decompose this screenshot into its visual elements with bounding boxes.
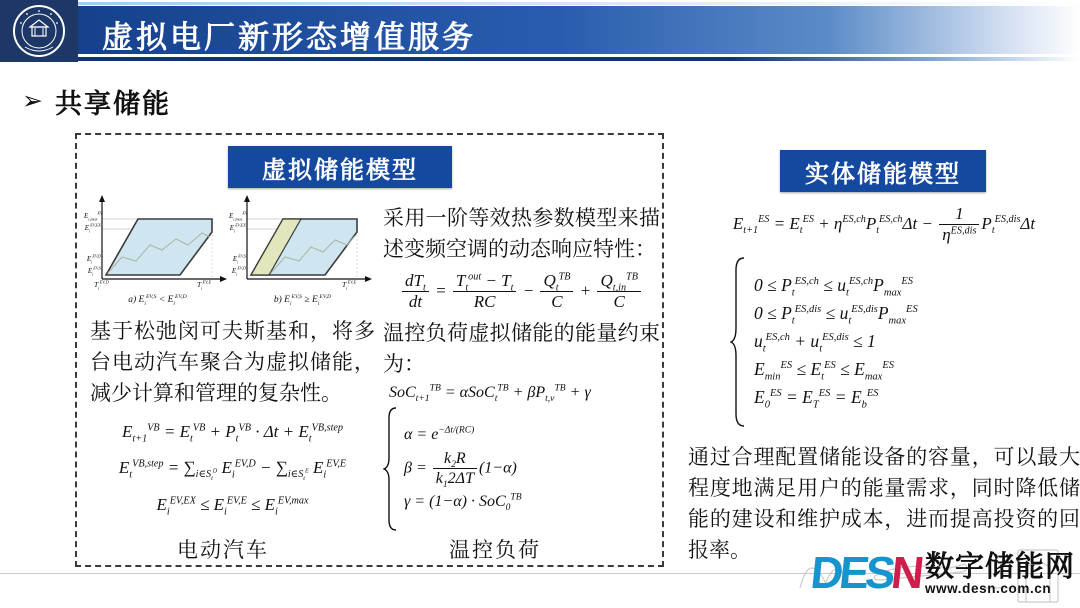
ev-flexibility-chart-a	[84, 194, 231, 316]
tcl-label: 温控负荷	[449, 539, 541, 562]
desn-letter-d: D	[808, 547, 843, 598]
tcl-case-beta: β = $\frac{k_2R}{k_12\Delta T}$ (1−α)	[404, 450, 517, 491]
ev-formula-1: $E_{t+1}^{VB} = E_t^{VB} + P_t^{VB} \cdot \Delta t + E_t^{VB,step}$	[121, 422, 344, 445]
es-constraints-group	[730, 256, 1080, 428]
section-heading	[22, 82, 171, 121]
left-brace-icon	[383, 406, 398, 532]
chart-b-ylabel-ex: $E_i^{EV,EX}$	[229, 222, 246, 234]
desn-letter-s: S	[862, 547, 895, 598]
desn-letter-n: N	[888, 547, 923, 598]
chart-a-ylabel-max: $E_{i,max}^{EV}$	[84, 210, 103, 222]
chart-a-xlabel-right: $T_i^{EV,E}$	[197, 279, 212, 291]
es-constraint-1: $0 \le P_t^{ES,ch} \le u_t^{ES,ch}P_{max}^{ES}$	[754, 275, 914, 299]
header-top-line	[78, 2, 1080, 5]
tcl-cases-group	[383, 406, 660, 532]
header-underline	[78, 57, 1080, 61]
physical-model-column	[688, 148, 1080, 566]
es-constraint-2: $0 \le P_t^{ES,dis} \le u_t^{ES,dis}P_{max}^{ES}$	[754, 303, 918, 327]
chart-b-ylabel-s: $E_i^{EV,S}$	[232, 253, 246, 265]
tcl-case-alpha: $\alpha = e^{-\Delta t/(RC)}$	[404, 424, 475, 444]
ev-label: 电动汽车	[177, 539, 269, 562]
chart-a-ylabel-s: $E_i^{EV,S}$	[87, 265, 101, 277]
physical-model-title: 实体储能模型	[780, 150, 986, 192]
site-name: 数字储能网	[924, 551, 1075, 583]
ev-description: 基于松弛闵可夫斯基和，将多台电动汽车聚合为虚拟储能，减少计算和管理的复杂性。	[90, 320, 375, 405]
ev-column	[90, 316, 375, 518]
es-constraint-4: $E_{min}^{ES} \le E_t^{ES} \le E_{max}^{ES}$	[754, 359, 894, 383]
es-main-formula: $E_{t+1}^{ES} = E_t^{ES} + \eta^{ES,ch}P_t^{ES,ch}\Delta t$ − $\frac{1}{\eta^{ES,dis}}$ $P_t^{ES,dis}\Delta t$	[732, 204, 1036, 245]
chart-a-ylabel-d: $E_i^{EV,D}$	[86, 253, 101, 265]
es-constraint-3: $u_t^{ES,ch} + u_t^{ES,dis} \le 1$	[754, 331, 876, 355]
tcl-formula-dT: $\frac{dT_t}{dt}$ = $\frac{T_t^{out} - T_t}{RC}$ − $\frac{Q_t^{TB}}{C}$ + $\frac{Q_{t,in}^{TB}}{C}$	[383, 271, 660, 313]
es-constraint-5: $E_0^{ES} = E_T^{ES} = E_b^{ES}$	[754, 387, 879, 411]
section-title: 共享储能	[54, 89, 171, 119]
es-description: 通过合理配置储能设备的容量，可以最大程度地满足用户的能量需求，同时降低储能的建设和维护成本，进而提高投资的回报率。	[688, 445, 1080, 562]
tcl-formula-soc: $SoC_{t+1}^{TB} = \alpha SoC_t^{TB} + \beta P_{t,v}^{TB} + \gamma$	[389, 382, 591, 404]
ev-formula-3: $E_i^{EV,EX} \le E_i^{EV,E} \le E_i^{EV,max}$	[156, 495, 309, 518]
site-url: www.desn.com.cn	[924, 581, 1052, 597]
chart-a-ylabel-ex: $E_i^{EV,EX}$	[84, 222, 101, 234]
university-logo-block	[0, 0, 78, 62]
university-seal-icon	[11, 3, 67, 59]
virtual-model-title: 虚拟储能模型	[228, 146, 452, 188]
desn-wordmark	[808, 547, 923, 598]
tcl-description-2: 温控负荷虚拟储能的能量约束为：	[383, 321, 660, 376]
tcl-description-1: 采用一阶等效热参数模型来描述变频空调的动态响应特性：	[383, 207, 660, 261]
page-title: 虚拟电厂新形态增值服务	[102, 20, 476, 55]
chart-b-caption: b) $E_i^{EV,S} \ge E_i^{EV,D}$	[273, 293, 332, 307]
chart-b-ylabel-d: $E_i^{EV,D}$	[231, 265, 246, 277]
ev-formula-2: $E_t^{VB,step} = \sum_{i\in S_t^D}$ $E_i^{EV,D} - \sum_{i\in S_t^E}$ $E_i^{EV,E}$	[118, 458, 347, 483]
tcl-column	[383, 203, 660, 532]
desn-letter-e: E	[836, 547, 869, 598]
ev-flexibility-chart-b	[229, 194, 376, 316]
chart-b-xlabel-right: $T_i^{EV,E}$	[342, 279, 357, 291]
arrow-bullet-icon: ➢	[22, 87, 43, 115]
tcl-case-gamma: γ = (1−α) · SoC$_0^{TB}$	[404, 492, 522, 514]
desn-site-logo	[808, 547, 1075, 598]
chart-a-xlabel-left: $T_i^{EV,D}$	[94, 279, 109, 291]
chart-b-ylabel-max: $E_{i,max}^{EV}$	[229, 210, 248, 222]
chart-a-caption: a) $E_i^{EV,S} < E_i^{EV,D}$	[128, 293, 187, 307]
left-brace-icon	[730, 256, 746, 428]
slide-header	[0, 0, 1080, 64]
